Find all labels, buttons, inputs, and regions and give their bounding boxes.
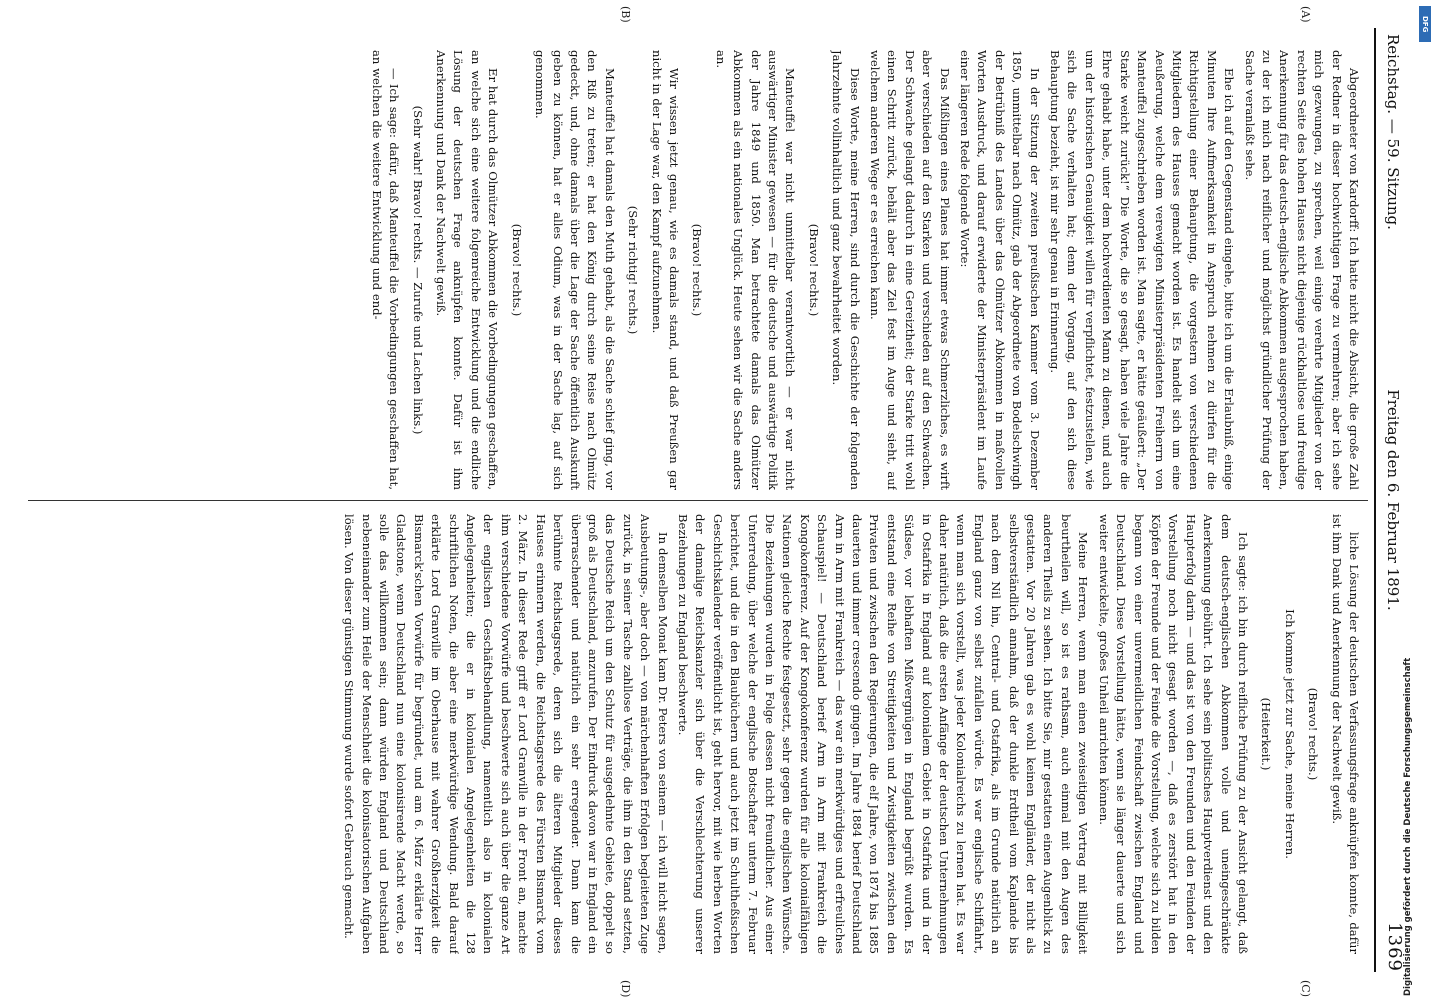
page-number: 1369 <box>1384 922 1405 972</box>
paragraph: (Bravo! rechts.) <box>690 223 705 317</box>
paragraph: Ich komme jetzt zur Sache, meine Herren. <box>1282 609 1297 859</box>
header-session: Reichstag. — 59. Sitzung. <box>1384 34 1402 230</box>
paragraph: (Sehr richtig! rechts.) <box>626 205 641 335</box>
paragraph: (Heiterkeit.) <box>1259 697 1274 771</box>
paragraph: liche Lösung der deutschen Verfassungsfrage anknüpfen konnte, dafür ist ihm Dank und Anerkennung der Nachwelt gewiß. <box>1329 514 1361 954</box>
paragraph: (Bravo! rechts.) <box>1306 687 1321 781</box>
paragraph: (Sehr wahr! Bravo! rechts. — Zurufe und Lachen links.) <box>410 105 425 435</box>
paragraph: Diese Worte, meine Herren, sind durch die Geschichte der folgenden Jahrzehnte vollinhaltlich und ganz bewahrheitet worden. <box>830 50 862 490</box>
paragraph: Das Mißlingen eines Planes hat immer etwas Schmerzliches, es wirft aber verschieden auf den Starken und verschieden auf den Schwachen. Der Schwache gelangt dadurch in eine Gereiztheit; der Starke tritt wohl einen Schritt zurück, behält aber das Ziel fest im Auge und sieht, auf welchem anderen Wege er es erreichen kann. <box>868 50 952 490</box>
paragraph: Er hat durch das Olmützer Abkommen die Vorbedingungen geschaffen, an welche sich eine weitere folgenreiche Entwicklung und die endliche Lösung der deutschen Frage anknüpfen konnte. Dafür ist ihm Anerkennung und Dank der Nachwelt gewiß. <box>434 50 501 490</box>
paragraph: Manteuffel hat damals den Muth gehabt, als die Sache schief ging, vor den Riß zu treten; er hat den König durch seine Reise nach Olmütz gedeckt, und, ohne damals über die Lage der Sache öffentlich Auskunft geben zu können, hat er alles Odium, was in der Sache lag, auf sich genommen. <box>533 50 617 490</box>
left-column <box>42 50 1362 490</box>
dfg-logo: DFG <box>1419 6 1431 42</box>
paragraph: Ehe ich auf den Gegenstand eingehe, bitte ich um die Erlaubniß, einige Minuten Ihre Aufmerksamkeit in Anspruch nehmen zu dürfen für die Richtigstellung einer Behauptung, die vorgestern von verschiedenen Mitgliedern des Hauses gemacht worden ist. Es handelt sich um eine Aeußerung, welche dem verewigten Ministerpräsidenten Freiherrn von Manteuffel zugeschrieben worden ist. Man sagte, er hätte geäußert: „Der Starke weicht zurück!“ Die Worte, die so gesagt, haben viele Jahre die Ehre gehabt habe, unter dem hochverdienten Mann zu dienen, und auch um der historischen Genauigkeit willen für verpflichtet, festzustellen, wie sich die Sache verhalten hat; denn der Vorgang, auf den sich diese Behauptung bezieht, ist mir sehr genau in Erinnerung. <box>1048 50 1237 490</box>
margin-marker-b: (B) <box>619 6 632 23</box>
digitization-note: Digitalisierung gefördert durch die Deutsche Forschungsgemeinschaft <box>1403 657 1413 996</box>
paragraph: Abgeordneter von Kardorff: Ich hatte nicht die Absicht, die große Zahl der Redner in dieser hochwichtigen Frage zu vermehren; aber ich sehe mich gezwungen, zu sprechen, weil einige verehrte Mitglieder von der rechten Seite des hohen Hauses nicht diejenige rückhaltlose und freudige Anerkennung für das deutsch-englische Abkommen ausgesprochen haben, zu der ich mich nach reiflicher und möglichst gründlicher Prüfung der Sache veranlaßt sehe. <box>1242 50 1361 490</box>
paragraph: In demselben Monat kam Dr. Peters von seinem — ich will nicht sagen, Ausbeutungs-, aber doch — von märchenhaften Erfolgen begleiteten Zuge zurück, in seiner Tasche zahllose Verträge, die ihm in den Stand setzten, das Deutsche Reich um den Schutz für ausgedehnte Gebiete, doppelt so groß als Deutschland, anzurufen. Der Eindruck davon war in England ein überraschender und natürlich ein sehr erregender. Dann kam die berühmte Reichstagsrede, deren sich die älteren Mitglieder dieses Hauses erinnern werden, die Reichstagsrede des Fürsten Bismarck vom 2. März. In dieser Rede griff er Lord Granville in der Front an, machte ihm verschiedene Vorwürfe und beschwerte sich auch über die ganze Art der englischen Geschäftsbehandlung, namentlich also in kolonialen Angelegenheiten; die er in kolonialen Angelegenheiten die 128 schriftlichen Noten, die aber eine merkwürdige Wendung. Bald darauf erklärte Lord Granville im Oberhause mit wahrer Großherzigkeit die Bismarck'schen Vorwürfe für begründet, und am 6. März erklärte Herr Gladstone, wenn Deutschland nun eine kolonisirende Macht werde, so solle das willkommen sein; dann würden England und Deutschland nebeneinander zum Heile der Menschheit die kolonisatorischen Aufgaben lösen. Von dieser günstigen Stimmung wurde sofort Gebrauch gemacht. <box>342 514 670 954</box>
paragraph: In der Sitzung der zweiten preußischen Kammer vom 3. Dezember 1850, unmittelbar nach Olmütz, gab der Abgeordnete von Bodelschwingh der Betrübniß des Landes über das Olmützer Abkommen in maßvollen Worten Ausdruck, und darauf erwiderte der Ministerpräsident im Laufe einer längeren Rede folgende Worte: <box>958 50 1042 490</box>
paragraph: — Ich sage: dafür, daß Manteuffel die Vorbedingungen geschaffen hat, an welchen die weitere Entwicklung und end- <box>369 50 402 490</box>
margin-marker-c: (C) <box>1299 980 1312 997</box>
margin-marker-d: (D) <box>619 980 632 998</box>
paragraph: Ich sagte: ich bin durch reifliche Prüfung zu der Ansicht gelangt, daß dem deutsch-englischen Abkommen volle und uneingeschränkte Anerkennung gebührt. Ich sehe sein politisches Hauptverdienst und den Haupterfolg darin — und das ist von den Freunden und den Feinden der Vorstellung noch nicht gesagt worden —, daß es zerstört hat in den Köpfen der Freunde und der Feinde die Vorstellung, welche sich zu bilden begann von einer unvermeidlichen Feindschaft zwischen England und Deutschland. Diese Vorstellung hätte, wenn sie länger dauerte und sich weiter entwickelte, großes Unheil anrichten können. <box>1096 514 1250 954</box>
paragraph: (Bravo! rechts.) <box>806 223 821 317</box>
column-divider <box>28 500 1368 501</box>
margin-marker-a: (A) <box>1299 6 1312 23</box>
paragraph: Manteuffel war nicht unmittelbar verantwortlich — er war nicht auswärtiger Minister gewesen — für die deutsche und auswärtige Politik der Jahre 1849 und 1850. Man betrachtete damals das Olmützer Abkommen als ein nationales Unglück. Heute sehen wir die Sache anders an. <box>713 50 798 490</box>
paragraph: (Bravo! rechts.) <box>509 223 524 317</box>
paragraph: Meine Herren, wenn man einen zweiseitigen Vertrag mit Billigkeit beurtheilen will, so ist es rathsam, auch einmal mit den Augen des anderen Theils zu sehen. Ich bitte Sie, mir gestatten einen Augenblick zu gestatten. Vor 20 Jahren gab es wohl keinen Engländer, der nicht als selbstverständlich annahm, daß der dunkle Erdtheil vom Kaplande bis nach dem Nil hin, Central- und Ostafrika, als im Grunde natürlich an England ganz von selbst zufallen würde. Es war englische Schiffahrt, wenn man sich vorstellt, was jeder Kolonialreichs zu lernen hat. Es war daher natürlich, daß die ersten Anfänge der deutschen Unternehmungen in Ostafrika in England auf kolonialem Gebiet in Ostafrika und in der Südsee, vor lebhaften Mißvergnügen in England begrüßt wurden. Es entstand eine Reihe von Streitigkeiten und Zwistigkeiten zwischen den Privaten und zwischen den Regierungen, die elf Jahre, von 1874 bis 1885 dauerten und immer crescendo gingen. Im Jahre 1884 berief Deutschland Arm in Arm mit Frankreich — das war ein merkwürdiges und erfreuliches Schauspiel! — Deutschland berief Arm in Arm mit Frankreich die Kongokonferenz. Auf der Kongokonferenz wurden für alle kolonialfähigen Nationen gleiche Rechte festgesetzt, sehr gegen die englischen Wünsche. Die Beziehungen wurden in Folge dessen nicht freundlicher. Aus einer Unterredung, über welche der englische Botschafter unterm 7. Februar berichtet, und die in den Blaubüchern und auch jetzt im Schultheßischen Geschichtskalender veröffentlicht ist, geht hervor, mit wie herben Worten der damalige Reichskanzler sich über die Verschlechterung unserer Beziehungen zu England beschwerte. <box>675 514 1091 954</box>
header-date: Freitag den 6. Februar 1891. <box>1384 389 1402 611</box>
paragraph: Wir wissen jetzt genau, wie es damals stand, und daß Preußen gar nicht in der Lage war, den Kampf aufzunehmen. <box>649 50 681 490</box>
right-column <box>42 514 1362 954</box>
